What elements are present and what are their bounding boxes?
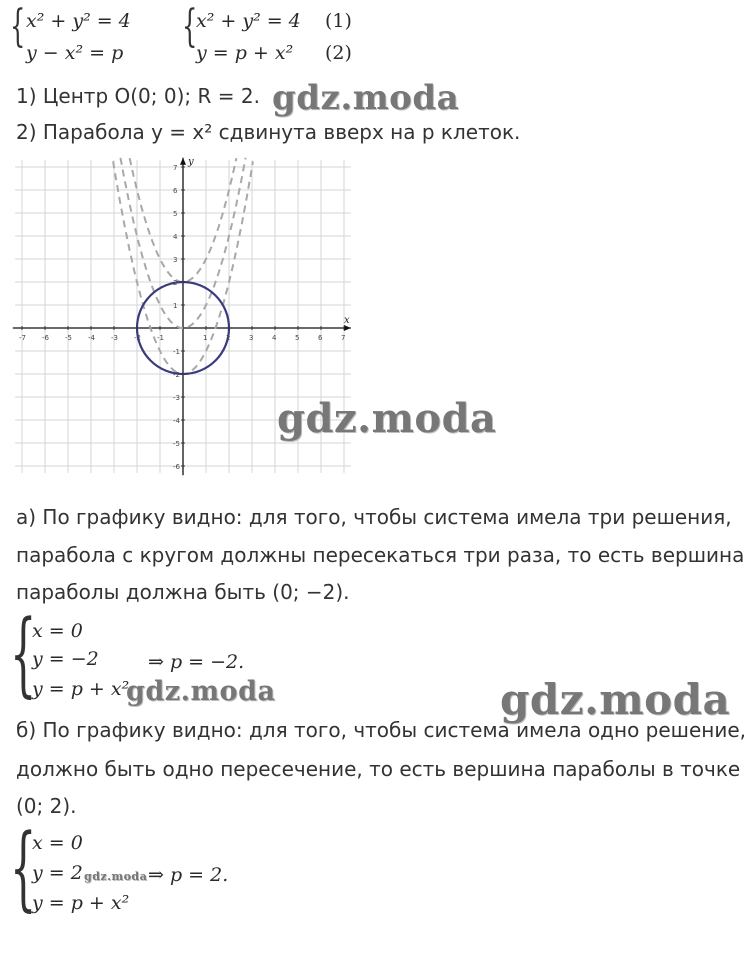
x-tick-label: 4: [272, 334, 277, 342]
x-tick-label: 3: [249, 334, 254, 342]
brace-system-1: {: [10, 1, 26, 52]
system-a-eq1: x = 0: [32, 620, 83, 642]
x-tick-label: -2: [134, 334, 141, 342]
y-tick-label: -3: [173, 394, 180, 402]
y-tick-label: -2: [173, 371, 180, 379]
brace-system-a: {: [10, 600, 37, 707]
y-tick-label: 6: [173, 187, 178, 195]
brace-system-b: {: [10, 814, 37, 921]
y-tick-label: 5: [173, 210, 178, 218]
system-1-eq1: x² + y² = 4: [26, 10, 131, 32]
x-tick-label: 6: [318, 334, 323, 342]
y-tick-label: -6: [173, 463, 180, 471]
y-tick-label: 2: [173, 279, 178, 287]
x-tick-label: -1: [157, 334, 164, 342]
x-tick-label: -3: [111, 334, 118, 342]
x-tick-label: -7: [19, 334, 26, 342]
y-axis-arrow: [180, 158, 186, 165]
x-tick-label: -5: [65, 334, 72, 342]
system-2-eq1: x² + y² = 4: [196, 10, 301, 32]
x-tick-label: -4: [88, 334, 95, 342]
system-a-result: ⇒ p = −2.: [148, 651, 245, 673]
system-2-num1: (1): [325, 10, 352, 32]
x-tick-label: 2: [226, 334, 231, 342]
system-b-eq2: y = 2: [32, 862, 83, 884]
y-tick-label: 1: [173, 302, 178, 310]
x-tick-label: 5: [295, 334, 300, 342]
system-b-eq1: x = 0: [32, 832, 83, 854]
watermark: gdz.moda: [272, 78, 460, 118]
x-tick-label: -6: [42, 334, 49, 342]
system-1-eq2: y − x² = p: [26, 42, 124, 64]
y-tick-label: -5: [173, 440, 180, 448]
part-a-line-2: парабола с кругом должны пересекаться три раза, то есть вершина: [16, 543, 745, 567]
part-b-line-1: б) По графику видно: для того, чтобы система имела одно решение,: [16, 718, 747, 742]
y-tick-label: 4: [173, 233, 178, 241]
part-b-line-2: должно быть одно пересечение, то есть вершина параболы в точке: [16, 757, 741, 781]
step-1: 1) Центр O(0; 0); R = 2.: [16, 84, 260, 108]
y-axis-label: y: [188, 156, 194, 168]
watermark: gdz.moda: [126, 676, 276, 707]
system-b-eq3: y = p + x²: [32, 892, 130, 914]
part-a-line-3: параболы должна быть (0; −2).: [16, 580, 350, 604]
y-tick-label: 7: [173, 164, 178, 172]
y-tick-label: 3: [173, 256, 178, 264]
system-a-eq2: y = −2: [32, 648, 99, 670]
system-a-eq3: y = p + x²: [32, 678, 130, 700]
x-tick-label: 7: [341, 334, 346, 342]
watermark: gdz.moda: [277, 395, 497, 442]
brace-system-2: {: [182, 1, 198, 52]
system-b-result: ⇒ p = 2.: [148, 864, 229, 886]
part-a-line-1: а) По графику видно: для того, чтобы система имела три решения,: [16, 505, 732, 529]
x-axis-label: x: [344, 315, 350, 326]
system-2-num2: (2): [325, 42, 352, 64]
y-tick-label: -1: [173, 348, 180, 356]
part-b-line-3: (0; 2).: [16, 794, 77, 818]
x-tick-label: 1: [203, 334, 208, 342]
watermark: gdz.moda: [84, 870, 148, 883]
step-2: 2) Парабола y = x² сдвинута вверх на p клеток.: [16, 120, 521, 144]
watermark: gdz.moda: [500, 675, 731, 724]
system-2-eq2: y = p + x²: [196, 42, 294, 64]
y-tick-label: -4: [173, 417, 180, 425]
